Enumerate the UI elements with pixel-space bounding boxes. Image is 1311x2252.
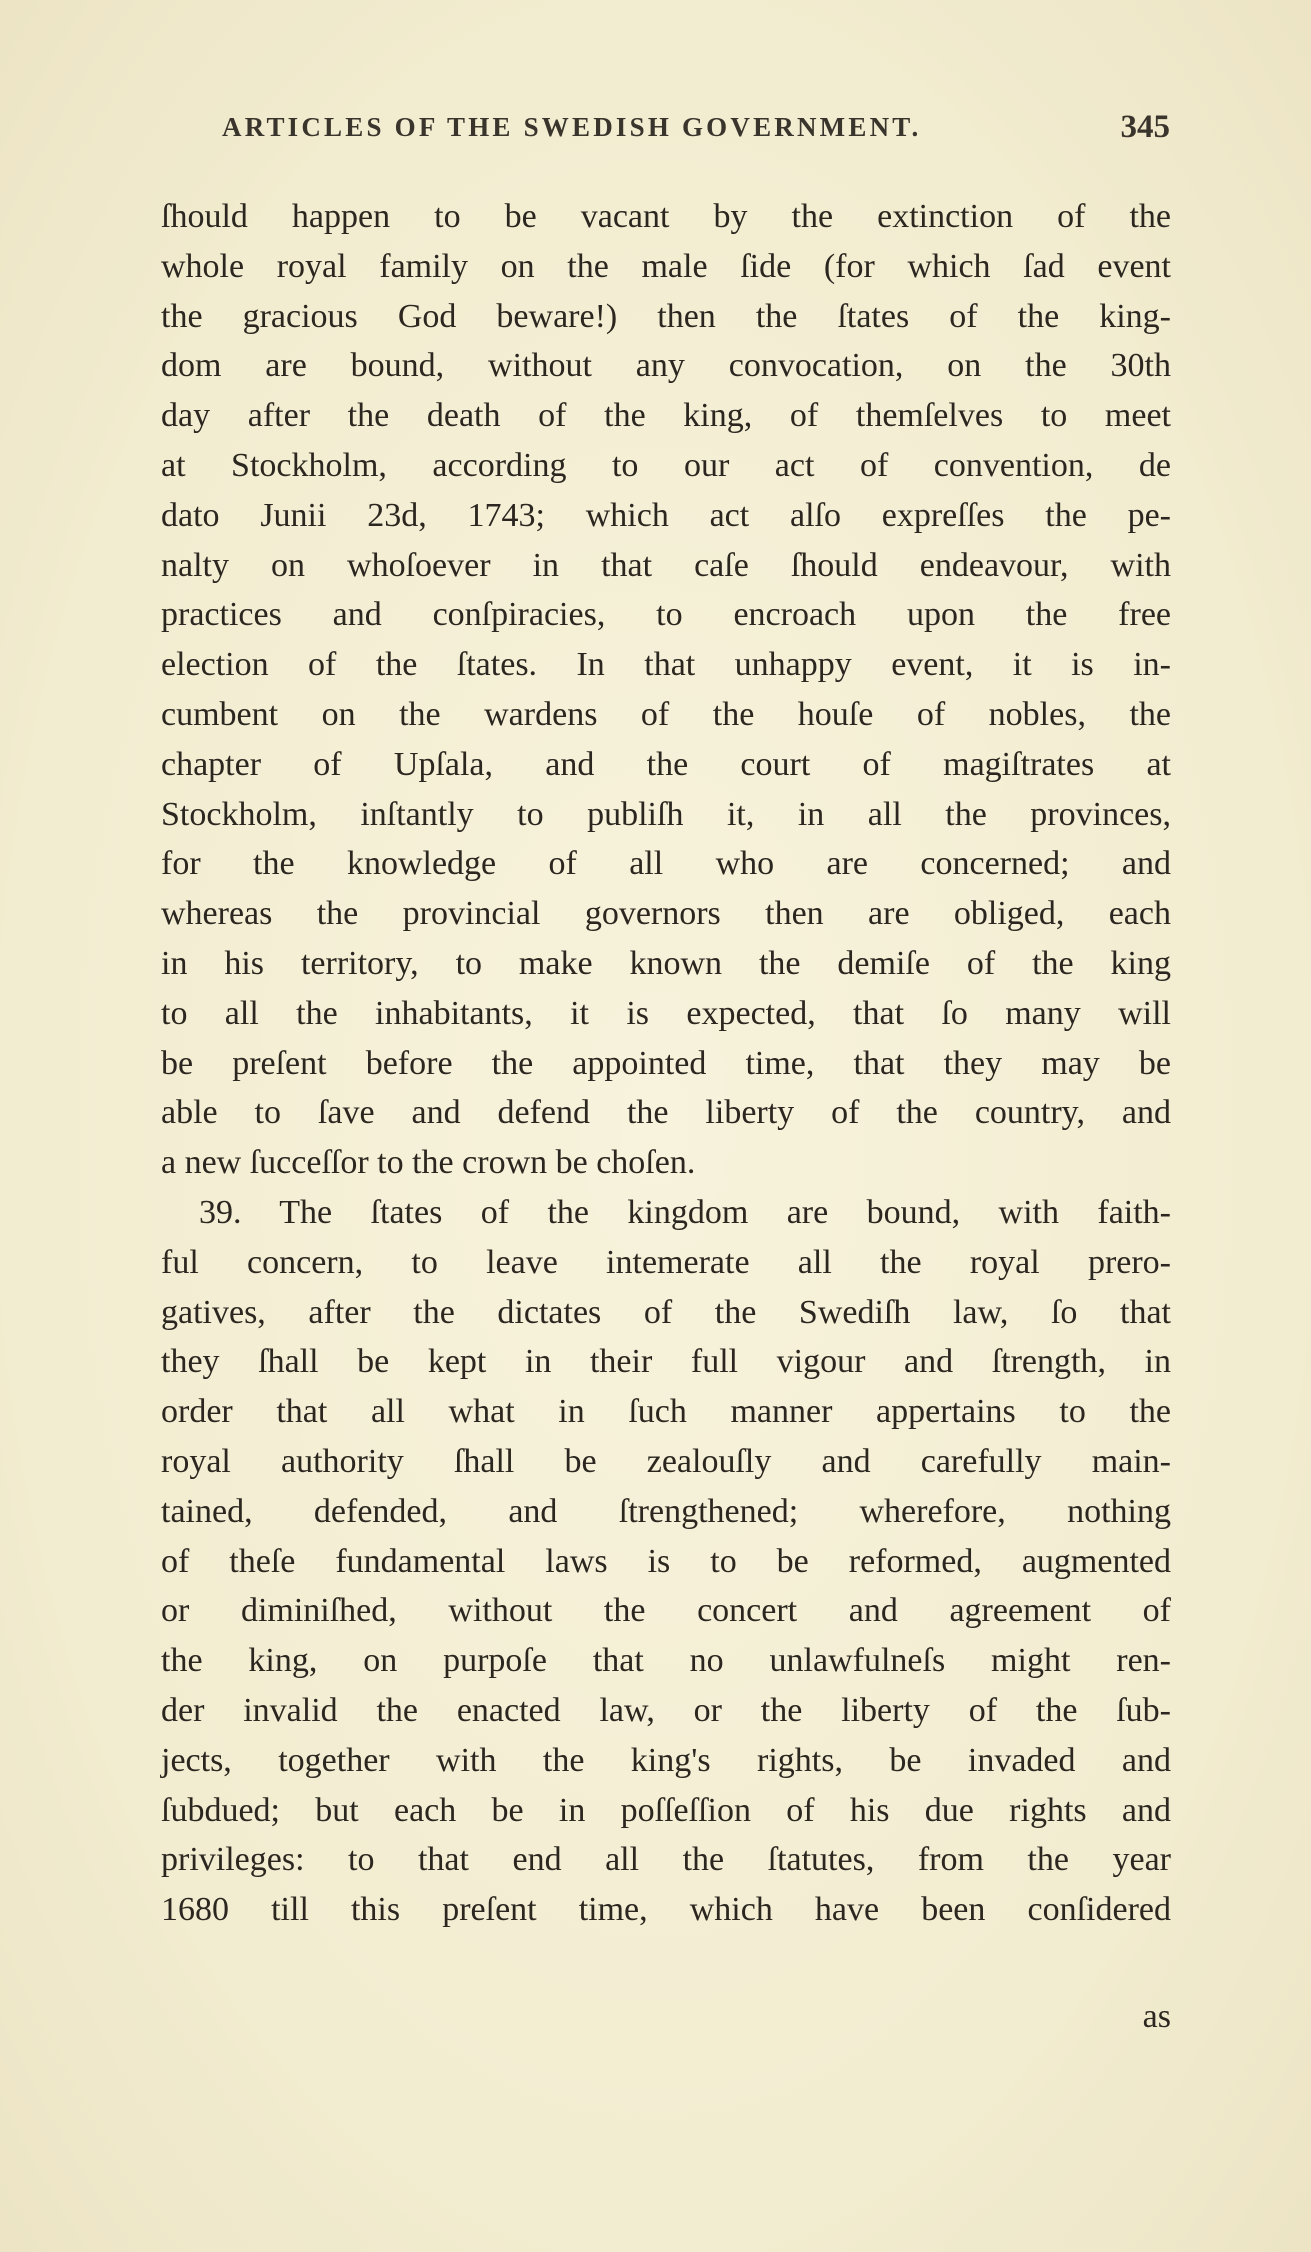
text-line: a new ſucceſſor to the crown be choſen.	[161, 1144, 696, 1182]
text-line: of theſe fundamental laws is to be reformed, augmented	[161, 1542, 1171, 1580]
text-line: nalty on whoſoever in that caſe ſhould endeavour, with	[161, 546, 1171, 584]
text-line: order that all what in ſuch manner appertains to the	[161, 1393, 1171, 1431]
text-line: ful concern, to leave intemerate all the royal prero-	[161, 1243, 1171, 1281]
text-line: be preſent before the appointed time, that they may be	[161, 1044, 1171, 1082]
text-line: Stockholm, inſtantly to publiſh it, in all the provinces,	[161, 795, 1171, 833]
page-header	[222, 109, 1170, 156]
text-line: ſubdued; but each be in poſſeſſion of his due rights and	[161, 1791, 1171, 1829]
text-line: tained, defended, and ſtrengthened; wherefore, nothing	[161, 1492, 1171, 1530]
text-line: the gracious God beware!) then the ſtates of the king-	[161, 297, 1171, 335]
text-line: royal authority ſhall be zealouſly and carefully main-	[161, 1442, 1171, 1480]
text-line: whereas the provincial governors then are obliged, each	[161, 895, 1171, 933]
text-line: at Stockholm, according to our act of convention, de	[161, 446, 1171, 484]
body-text	[161, 192, 1171, 1935]
text-line: practices and conſpiracies, to encroach upon the free	[161, 596, 1171, 634]
text-line: jects, together with the king's rights, be invaded and	[161, 1741, 1171, 1779]
text-line: 1680 till this preſent time, which have been conſidered	[161, 1891, 1171, 1929]
running-title: ARTICLES OF THE SWEDISH GOVERNMENT.	[222, 112, 922, 142]
text-line: privileges: to that end all the ſtatutes, from the year	[161, 1841, 1171, 1879]
text-line: day after the death of the king, of themſelves to meet	[161, 397, 1171, 435]
text-line: to all the inhabitants, it is expected, that ſo many will	[161, 994, 1171, 1032]
text-line: 39. The ſtates of the kingdom are bound, with faith-	[199, 1193, 1171, 1231]
text-line: the king, on purpoſe that no unlawfulneſs might ren-	[161, 1642, 1171, 1680]
text-line: dato Junii 23d, 1743; which act alſo expreſſes the pe-	[161, 496, 1171, 534]
text-line: ſhould happen to be vacant by the extinction of the	[161, 198, 1171, 235]
text-line: able to ſave and defend the liberty of the country, and	[161, 1094, 1171, 1132]
text-line: or diminiſhed, without the concert and agreement of	[161, 1592, 1171, 1630]
text-line: in his territory, to make known the demiſe of the king	[161, 944, 1171, 982]
text-line: they ſhall be kept in their full vigour and ſtrength, in	[161, 1343, 1171, 1381]
catchword: as	[1142, 1998, 1171, 2035]
text-line: chapter of Upſala, and the court of magiſtrates at	[161, 745, 1171, 783]
text-line: gatives, after the dictates of the Swediſh law, ſo that	[161, 1293, 1171, 1331]
page-number: 345	[1120, 109, 1170, 145]
text-line: dom are bound, without any convocation, on the 30th	[161, 347, 1171, 385]
text-line: whole royal family on the male ſide (for which ſad event	[161, 247, 1171, 285]
text-line: election of the ſtates. In that unhappy event, it is in-	[161, 646, 1171, 684]
text-line: der invalid the enacted law, or the liberty of the ſub-	[161, 1691, 1171, 1729]
text-line: for the knowledge of all who are concerned; and	[161, 845, 1171, 883]
text-line: cumbent on the wardens of the houſe of nobles, the	[161, 695, 1171, 733]
